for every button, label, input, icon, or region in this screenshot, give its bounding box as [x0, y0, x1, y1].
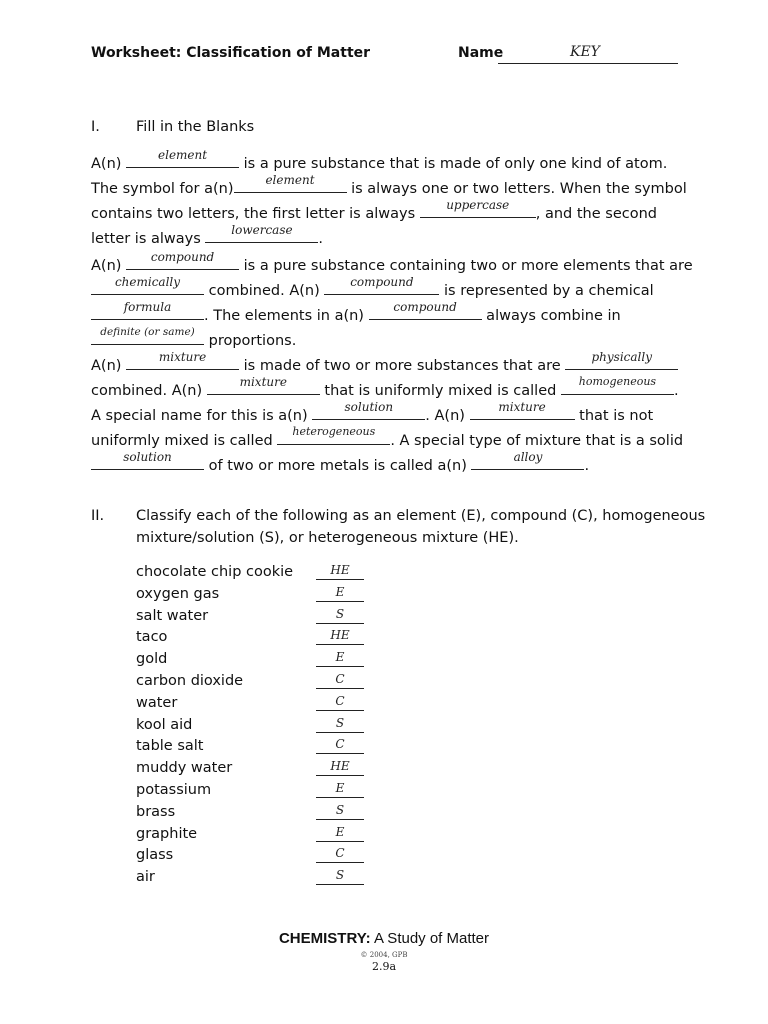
answer-blank: HE: [316, 628, 364, 645]
text-line: [91, 452, 683, 477]
list-item: [136, 671, 376, 691]
text: A(n): [91, 156, 127, 172]
blank-answer: element: [265, 173, 315, 187]
list-item: [136, 802, 376, 822]
text: of two or more metals is called a(n): [204, 458, 472, 474]
blank: [91, 302, 204, 320]
blank-answer: alloy: [513, 450, 543, 464]
blank: [234, 175, 347, 193]
item-label: gold: [136, 651, 168, 668]
text: is a pure substance that is made of only one kind of atom.: [239, 156, 668, 172]
list-item: [136, 758, 376, 778]
blank: [126, 252, 239, 270]
name-value: KEY: [570, 44, 600, 60]
blank: [561, 377, 674, 395]
item-label: table salt: [136, 738, 204, 755]
text: . A(n): [425, 408, 470, 424]
item-label: glass: [136, 847, 174, 864]
text: is always one or two letters. When the symbol: [346, 181, 687, 197]
answer-blank: C: [316, 846, 364, 863]
text: combined. A(n): [91, 383, 207, 399]
blank: [91, 452, 204, 470]
blank: [420, 200, 536, 218]
blank: [277, 427, 390, 445]
text-line: [91, 200, 687, 225]
blank-answer: mixture: [158, 350, 207, 364]
blank: [126, 352, 239, 370]
list-item: [136, 867, 376, 887]
answer-blank: E: [316, 585, 364, 602]
item-label: water: [136, 694, 178, 711]
list-item: [136, 736, 376, 756]
footer-subtitle: A Study of Matter: [370, 930, 490, 947]
list-item: [136, 693, 376, 713]
blank-answer: heterogeneous: [292, 425, 376, 438]
text: .: [673, 383, 679, 399]
blank-answer: lowercase: [231, 223, 293, 237]
blank: [565, 352, 678, 370]
page-number: 2.9a: [371, 960, 397, 973]
text: letter is always: [91, 231, 206, 247]
blank: [205, 225, 318, 243]
item-label: kool aid: [136, 716, 193, 733]
blank: [471, 452, 584, 470]
blank-answer: solution: [123, 450, 172, 464]
item-label: potassium: [136, 782, 212, 798]
text: A special name for this is a(n): [91, 408, 313, 424]
answer-blank: C: [316, 694, 364, 711]
item-label: salt water: [136, 607, 209, 624]
blank-answer: mixture: [239, 375, 287, 389]
answer-blank: C: [316, 737, 364, 754]
blank-answer: uppercase: [446, 198, 510, 212]
footer-title: [0, 930, 768, 947]
text: . The elements in a(n): [204, 308, 369, 324]
blank-answer: compound: [350, 275, 414, 289]
text-line: [91, 175, 687, 200]
name-field: [498, 46, 678, 64]
answer-blank: E: [316, 650, 364, 667]
answer-blank: HE: [316, 759, 364, 776]
blank-answer: chemically: [114, 275, 181, 289]
blank-answer: element: [158, 148, 208, 162]
section2-instructions-2: mixture/solution (S), or heterogeneous mixture (HE).: [136, 530, 519, 546]
text: that is uniformly mixed is called: [319, 383, 561, 399]
item-label: muddy water: [136, 760, 233, 777]
blank: [91, 327, 204, 345]
blank-answer: formula: [123, 300, 172, 314]
blank: [324, 277, 439, 295]
list-item: [136, 584, 376, 604]
blank: [126, 150, 239, 168]
text: always combine in: [481, 308, 621, 324]
text: . A special type of mixture that is a solid: [390, 433, 684, 449]
item-label: air: [136, 869, 155, 886]
name-label: Name: [458, 45, 504, 61]
answer-blank: E: [316, 781, 364, 798]
blank: [369, 302, 482, 320]
blank-answer: homogeneous: [578, 375, 657, 388]
list-item: [136, 715, 376, 735]
answer-blank: E: [316, 825, 364, 842]
section2-instructions-1: Classify each of the following as an element (E), compound (C), homogeneous: [136, 508, 706, 524]
item-label: brass: [136, 803, 176, 820]
paragraph-element: [91, 150, 687, 250]
text: is a pure substance containing two or more elements that are: [239, 258, 693, 274]
section2-numeral: II.: [91, 508, 105, 524]
paragraph-mixture: [91, 352, 683, 477]
blank-answer: physically: [591, 350, 652, 364]
list-item: [136, 824, 376, 844]
text: , and the second: [535, 206, 657, 222]
list-item: [136, 649, 376, 669]
list-item: [136, 562, 376, 582]
text: combined. A(n): [204, 283, 325, 299]
list-item: [136, 780, 376, 800]
list-item: [136, 627, 376, 647]
blank: [470, 402, 575, 420]
list-item: [136, 845, 376, 865]
text: uniformly mixed is called: [91, 433, 278, 449]
paragraph-compound: [91, 252, 693, 352]
text: A(n): [91, 358, 127, 374]
answer-blank: C: [316, 672, 364, 689]
text: proportions.: [204, 333, 297, 349]
answer-blank: S: [316, 803, 364, 820]
answer-blank: HE: [316, 563, 364, 580]
blank: [207, 377, 320, 395]
text: contains two letters, the first letter is always: [91, 206, 420, 222]
answer-blank: S: [316, 716, 364, 733]
answer-blank: S: [316, 607, 364, 624]
item-label: oxygen gas: [136, 585, 220, 602]
worksheet-title: Worksheet: Classification of Matter: [91, 45, 371, 61]
blank-answer: definite (or same): [100, 326, 195, 338]
text: that is not: [574, 408, 654, 424]
item-label: chocolate chip cookie: [136, 564, 294, 580]
section1-heading: Fill in the Blanks: [136, 119, 255, 135]
text: is made of two or more substances that are: [239, 358, 566, 374]
answer-blank: S: [316, 868, 364, 885]
section1-numeral: I.: [91, 119, 100, 135]
copyright: © 2004, GPB: [360, 951, 408, 959]
text: A(n): [91, 258, 127, 274]
text-line: [91, 150, 687, 175]
item-label: taco: [136, 629, 168, 646]
list-item: [136, 606, 376, 626]
text: .: [584, 458, 590, 474]
text: .: [318, 231, 324, 247]
item-label: graphite: [136, 825, 198, 842]
item-label: carbon dioxide: [136, 673, 244, 689]
blank: [312, 402, 425, 420]
blank-answer: compound: [150, 250, 215, 264]
text: is represented by a chemical: [439, 283, 654, 299]
text: The symbol for a(n): [91, 181, 234, 197]
footer-brand: CHEMISTRY:: [278, 930, 371, 947]
blank-answer: solution: [344, 400, 394, 414]
blank: [91, 277, 204, 295]
blank-answer: compound: [393, 300, 457, 314]
blank-answer: mixture: [498, 400, 546, 414]
